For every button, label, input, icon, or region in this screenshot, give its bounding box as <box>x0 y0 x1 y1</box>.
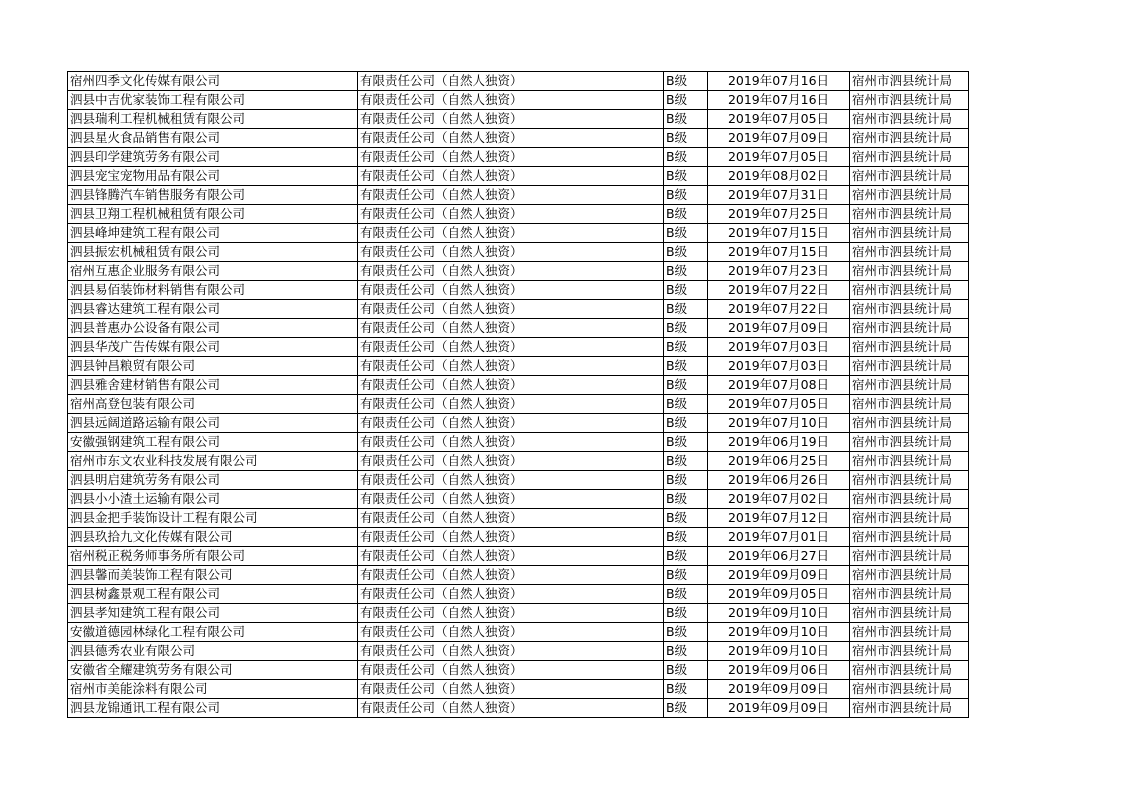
table-row <box>68 205 969 224</box>
rating-date-cell: 2019年06月25日 <box>708 452 850 471</box>
company-type-cell: 有限责任公司（自然人独资） <box>358 433 664 452</box>
table-row <box>68 623 969 642</box>
rating-date-cell: 2019年09月09日 <box>708 699 850 718</box>
rating-date-cell: 2019年06月27日 <box>708 547 850 566</box>
rating-date-cell: 2019年07月15日 <box>708 243 850 262</box>
credit-grade-cell: B级 <box>664 547 708 566</box>
rating-agency-cell: 宿州市泗县统计局 <box>850 566 969 585</box>
rating-date-cell: 2019年09月10日 <box>708 623 850 642</box>
table-row <box>68 91 969 110</box>
rating-date-cell: 2019年07月12日 <box>708 509 850 528</box>
rating-agency-cell: 宿州市泗县统计局 <box>850 604 969 623</box>
company-name-cell: 泗县峰坤建筑工程有限公司 <box>68 224 358 243</box>
rating-date-cell: 2019年07月08日 <box>708 376 850 395</box>
credit-grade-cell: B级 <box>664 414 708 433</box>
rating-agency-cell: 宿州市泗县统计局 <box>850 91 969 110</box>
table-row <box>68 642 969 661</box>
rating-agency-cell: 宿州市泗县统计局 <box>850 585 969 604</box>
table-row <box>68 262 969 281</box>
company-type-cell: 有限责任公司（自然人独资） <box>358 699 664 718</box>
rating-date-cell: 2019年07月03日 <box>708 338 850 357</box>
company-type-cell: 有限责任公司（自然人独资） <box>358 395 664 414</box>
table-row <box>68 680 969 699</box>
company-type-cell: 有限责任公司（自然人独资） <box>358 281 664 300</box>
rating-agency-cell: 宿州市泗县统计局 <box>850 642 969 661</box>
company-type-cell: 有限责任公司（自然人独资） <box>358 300 664 319</box>
table-row <box>68 433 969 452</box>
company-name-cell: 泗县印学建筑劳务有限公司 <box>68 148 358 167</box>
credit-grade-cell: B级 <box>664 129 708 148</box>
company-type-cell: 有限责任公司（自然人独资） <box>358 91 664 110</box>
table-row <box>68 395 969 414</box>
rating-date-cell: 2019年09月06日 <box>708 661 850 680</box>
company-name-cell: 泗县小小渣土运输有限公司 <box>68 490 358 509</box>
credit-grade-cell: B级 <box>664 604 708 623</box>
rating-date-cell: 2019年07月16日 <box>708 91 850 110</box>
company-name-cell: 泗县睿达建筑工程有限公司 <box>68 300 358 319</box>
company-name-cell: 宿州高登包装有限公司 <box>68 395 358 414</box>
rating-date-cell: 2019年07月03日 <box>708 357 850 376</box>
rating-date-cell: 2019年07月02日 <box>708 490 850 509</box>
company-type-cell: 有限责任公司（自然人独资） <box>358 604 664 623</box>
company-name-cell: 宿州市美能涂料有限公司 <box>68 680 358 699</box>
table-body <box>68 72 969 718</box>
company-type-cell: 有限责任公司（自然人独资） <box>358 167 664 186</box>
company-type-cell: 有限责任公司（自然人独资） <box>358 186 664 205</box>
credit-grade-cell: B级 <box>664 680 708 699</box>
credit-grade-cell: B级 <box>664 452 708 471</box>
rating-date-cell: 2019年07月25日 <box>708 205 850 224</box>
table-row <box>68 528 969 547</box>
credit-grade-cell: B级 <box>664 566 708 585</box>
rating-agency-cell: 宿州市泗县统计局 <box>850 72 969 91</box>
company-type-cell: 有限责任公司（自然人独资） <box>358 357 664 376</box>
rating-date-cell: 2019年07月01日 <box>708 528 850 547</box>
table-row <box>68 509 969 528</box>
company-name-cell: 宿州互惠企业服务有限公司 <box>68 262 358 281</box>
credit-grade-cell: B级 <box>664 243 708 262</box>
table-row <box>68 414 969 433</box>
rating-date-cell: 2019年07月22日 <box>708 300 850 319</box>
company-type-cell: 有限责任公司（自然人独资） <box>358 528 664 547</box>
company-name-cell: 泗县卫翔工程机械租赁有限公司 <box>68 205 358 224</box>
rating-date-cell: 2019年07月31日 <box>708 186 850 205</box>
company-name-cell: 泗县远阔道路运输有限公司 <box>68 414 358 433</box>
company-type-cell: 有限责任公司（自然人独资） <box>358 642 664 661</box>
credit-grade-cell: B级 <box>664 623 708 642</box>
credit-grade-cell: B级 <box>664 281 708 300</box>
credit-grade-cell: B级 <box>664 699 708 718</box>
credit-grade-cell: B级 <box>664 528 708 547</box>
rating-agency-cell: 宿州市泗县统计局 <box>850 433 969 452</box>
table-row <box>68 319 969 338</box>
credit-grade-cell: B级 <box>664 509 708 528</box>
table-row <box>68 148 969 167</box>
rating-date-cell: 2019年09月05日 <box>708 585 850 604</box>
rating-date-cell: 2019年07月10日 <box>708 414 850 433</box>
company-type-cell: 有限责任公司（自然人独资） <box>358 509 664 528</box>
credit-grade-cell: B级 <box>664 110 708 129</box>
company-name-cell: 泗县中吉优家装饰工程有限公司 <box>68 91 358 110</box>
rating-agency-cell: 宿州市泗县统计局 <box>850 623 969 642</box>
credit-grade-cell: B级 <box>664 186 708 205</box>
rating-date-cell: 2019年07月16日 <box>708 72 850 91</box>
company-type-cell: 有限责任公司（自然人独资） <box>358 471 664 490</box>
table-row <box>68 167 969 186</box>
rating-date-cell: 2019年09月10日 <box>708 604 850 623</box>
company-type-cell: 有限责任公司（自然人独资） <box>358 376 664 395</box>
company-type-cell: 有限责任公司（自然人独资） <box>358 661 664 680</box>
rating-agency-cell: 宿州市泗县统计局 <box>850 376 969 395</box>
table-row <box>68 661 969 680</box>
rating-agency-cell: 宿州市泗县统计局 <box>850 680 969 699</box>
rating-agency-cell: 宿州市泗县统计局 <box>850 319 969 338</box>
rating-agency-cell: 宿州市泗县统计局 <box>850 205 969 224</box>
rating-agency-cell: 宿州市泗县统计局 <box>850 471 969 490</box>
rating-agency-cell: 宿州市泗县统计局 <box>850 129 969 148</box>
company-type-cell: 有限责任公司（自然人独资） <box>358 319 664 338</box>
credit-grade-cell: B级 <box>664 661 708 680</box>
company-name-cell: 泗县馨而美装饰工程有限公司 <box>68 566 358 585</box>
rating-agency-cell: 宿州市泗县统计局 <box>850 528 969 547</box>
credit-grade-cell: B级 <box>664 395 708 414</box>
company-name-cell: 泗县雅舍建材销售有限公司 <box>68 376 358 395</box>
rating-agency-cell: 宿州市泗县统计局 <box>850 167 969 186</box>
rating-date-cell: 2019年06月26日 <box>708 471 850 490</box>
credit-grade-cell: B级 <box>664 224 708 243</box>
company-name-cell: 泗县明启建筑劳务有限公司 <box>68 471 358 490</box>
rating-agency-cell: 宿州市泗县统计局 <box>850 452 969 471</box>
table-row <box>68 547 969 566</box>
credit-grade-cell: B级 <box>664 642 708 661</box>
rating-date-cell: 2019年07月09日 <box>708 319 850 338</box>
company-name-cell: 泗县孝知建筑工程有限公司 <box>68 604 358 623</box>
rating-agency-cell: 宿州市泗县统计局 <box>850 186 969 205</box>
rating-agency-cell: 宿州市泗县统计局 <box>850 547 969 566</box>
credit-grade-cell: B级 <box>664 91 708 110</box>
rating-agency-cell: 宿州市泗县统计局 <box>850 509 969 528</box>
company-type-cell: 有限责任公司（自然人独资） <box>358 243 664 262</box>
company-type-cell: 有限责任公司（自然人独资） <box>358 623 664 642</box>
credit-grade-cell: B级 <box>664 490 708 509</box>
table-row <box>68 224 969 243</box>
credit-grade-cell: B级 <box>664 319 708 338</box>
table-row <box>68 585 969 604</box>
rating-date-cell: 2019年09月09日 <box>708 566 850 585</box>
company-name-cell: 泗县易佰装饰材料销售有限公司 <box>68 281 358 300</box>
credit-grade-cell: B级 <box>664 205 708 224</box>
table-row <box>68 72 969 91</box>
credit-grade-cell: B级 <box>664 167 708 186</box>
company-name-cell: 泗县普惠办公设备有限公司 <box>68 319 358 338</box>
company-name-cell: 宿州四季文化传媒有限公司 <box>68 72 358 91</box>
company-name-cell: 泗县树鑫景观工程有限公司 <box>68 585 358 604</box>
credit-grade-cell: B级 <box>664 338 708 357</box>
rating-date-cell: 2019年08月02日 <box>708 167 850 186</box>
table-row <box>68 110 969 129</box>
company-type-cell: 有限责任公司（自然人独资） <box>358 110 664 129</box>
company-name-cell: 泗县星火食品销售有限公司 <box>68 129 358 148</box>
company-type-cell: 有限责任公司（自然人独资） <box>358 566 664 585</box>
company-type-cell: 有限责任公司（自然人独资） <box>358 452 664 471</box>
table-row <box>68 129 969 148</box>
table-row <box>68 471 969 490</box>
company-type-cell: 有限责任公司（自然人独资） <box>358 338 664 357</box>
table-row <box>68 186 969 205</box>
table-row <box>68 376 969 395</box>
company-name-cell: 泗县宠宝宠物用品有限公司 <box>68 167 358 186</box>
credit-grade-cell: B级 <box>664 433 708 452</box>
company-type-cell: 有限责任公司（自然人独资） <box>358 490 664 509</box>
company-type-cell: 有限责任公司（自然人独资） <box>358 148 664 167</box>
rating-agency-cell: 宿州市泗县统计局 <box>850 300 969 319</box>
company-name-cell: 安徽道德园林绿化工程有限公司 <box>68 623 358 642</box>
credit-grade-cell: B级 <box>664 72 708 91</box>
company-name-cell: 泗县振宏机械租赁有限公司 <box>68 243 358 262</box>
company-name-cell: 宿州税正税务师事务所有限公司 <box>68 547 358 566</box>
rating-date-cell: 2019年07月05日 <box>708 395 850 414</box>
company-type-cell: 有限责任公司（自然人独资） <box>358 547 664 566</box>
rating-agency-cell: 宿州市泗县统计局 <box>850 148 969 167</box>
table-row <box>68 281 969 300</box>
table-row <box>68 300 969 319</box>
company-name-cell: 安徽强钢建筑工程有限公司 <box>68 433 358 452</box>
company-type-cell: 有限责任公司（自然人独资） <box>358 72 664 91</box>
rating-agency-cell: 宿州市泗县统计局 <box>850 224 969 243</box>
credit-grade-cell: B级 <box>664 585 708 604</box>
company-name-cell: 泗县瑞利工程机械租赁有限公司 <box>68 110 358 129</box>
company-type-cell: 有限责任公司（自然人独资） <box>358 224 664 243</box>
company-name-cell: 泗县玖拾九文化传媒有限公司 <box>68 528 358 547</box>
rating-agency-cell: 宿州市泗县统计局 <box>850 281 969 300</box>
table-row <box>68 243 969 262</box>
company-type-cell: 有限责任公司（自然人独资） <box>358 129 664 148</box>
rating-date-cell: 2019年07月22日 <box>708 281 850 300</box>
table-row <box>68 566 969 585</box>
rating-agency-cell: 宿州市泗县统计局 <box>850 661 969 680</box>
company-name-cell: 安徽省全耀建筑劳务有限公司 <box>68 661 358 680</box>
rating-agency-cell: 宿州市泗县统计局 <box>850 699 969 718</box>
credit-grade-cell: B级 <box>664 262 708 281</box>
table-row <box>68 490 969 509</box>
table-row <box>68 338 969 357</box>
credit-grade-cell: B级 <box>664 376 708 395</box>
company-type-cell: 有限责任公司（自然人独资） <box>358 585 664 604</box>
table-row <box>68 604 969 623</box>
rating-date-cell: 2019年07月09日 <box>708 129 850 148</box>
rating-agency-cell: 宿州市泗县统计局 <box>850 357 969 376</box>
credit-grade-cell: B级 <box>664 148 708 167</box>
company-name-cell: 泗县德秀农业有限公司 <box>68 642 358 661</box>
rating-date-cell: 2019年06月19日 <box>708 433 850 452</box>
rating-date-cell: 2019年07月05日 <box>708 110 850 129</box>
credit-grade-cell: B级 <box>664 300 708 319</box>
credit-rating-table <box>67 71 969 718</box>
company-name-cell: 泗县华茂广告传媒有限公司 <box>68 338 358 357</box>
company-type-cell: 有限责任公司（自然人独资） <box>358 205 664 224</box>
company-name-cell: 宿州市东文农业科技发展有限公司 <box>68 452 358 471</box>
rating-date-cell: 2019年07月05日 <box>708 148 850 167</box>
company-type-cell: 有限责任公司（自然人独资） <box>358 680 664 699</box>
company-type-cell: 有限责任公司（自然人独资） <box>358 414 664 433</box>
rating-agency-cell: 宿州市泗县统计局 <box>850 395 969 414</box>
rating-agency-cell: 宿州市泗县统计局 <box>850 262 969 281</box>
rating-agency-cell: 宿州市泗县统计局 <box>850 243 969 262</box>
table-row <box>68 357 969 376</box>
rating-date-cell: 2019年07月15日 <box>708 224 850 243</box>
company-name-cell: 泗县金把手装饰设计工程有限公司 <box>68 509 358 528</box>
company-type-cell: 有限责任公司（自然人独资） <box>358 262 664 281</box>
table-row <box>68 699 969 718</box>
table-row <box>68 452 969 471</box>
rating-agency-cell: 宿州市泗县统计局 <box>850 110 969 129</box>
rating-agency-cell: 宿州市泗县统计局 <box>850 414 969 433</box>
rating-agency-cell: 宿州市泗县统计局 <box>850 490 969 509</box>
rating-date-cell: 2019年09月10日 <box>708 642 850 661</box>
rating-date-cell: 2019年09月09日 <box>708 680 850 699</box>
credit-grade-cell: B级 <box>664 471 708 490</box>
rating-date-cell: 2019年07月23日 <box>708 262 850 281</box>
company-name-cell: 泗县龙锦通讯工程有限公司 <box>68 699 358 718</box>
credit-grade-cell: B级 <box>664 357 708 376</box>
company-name-cell: 泗县锋腾汽车销售服务有限公司 <box>68 186 358 205</box>
rating-agency-cell: 宿州市泗县统计局 <box>850 338 969 357</box>
company-name-cell: 泗县钟昌粮贸有限公司 <box>68 357 358 376</box>
